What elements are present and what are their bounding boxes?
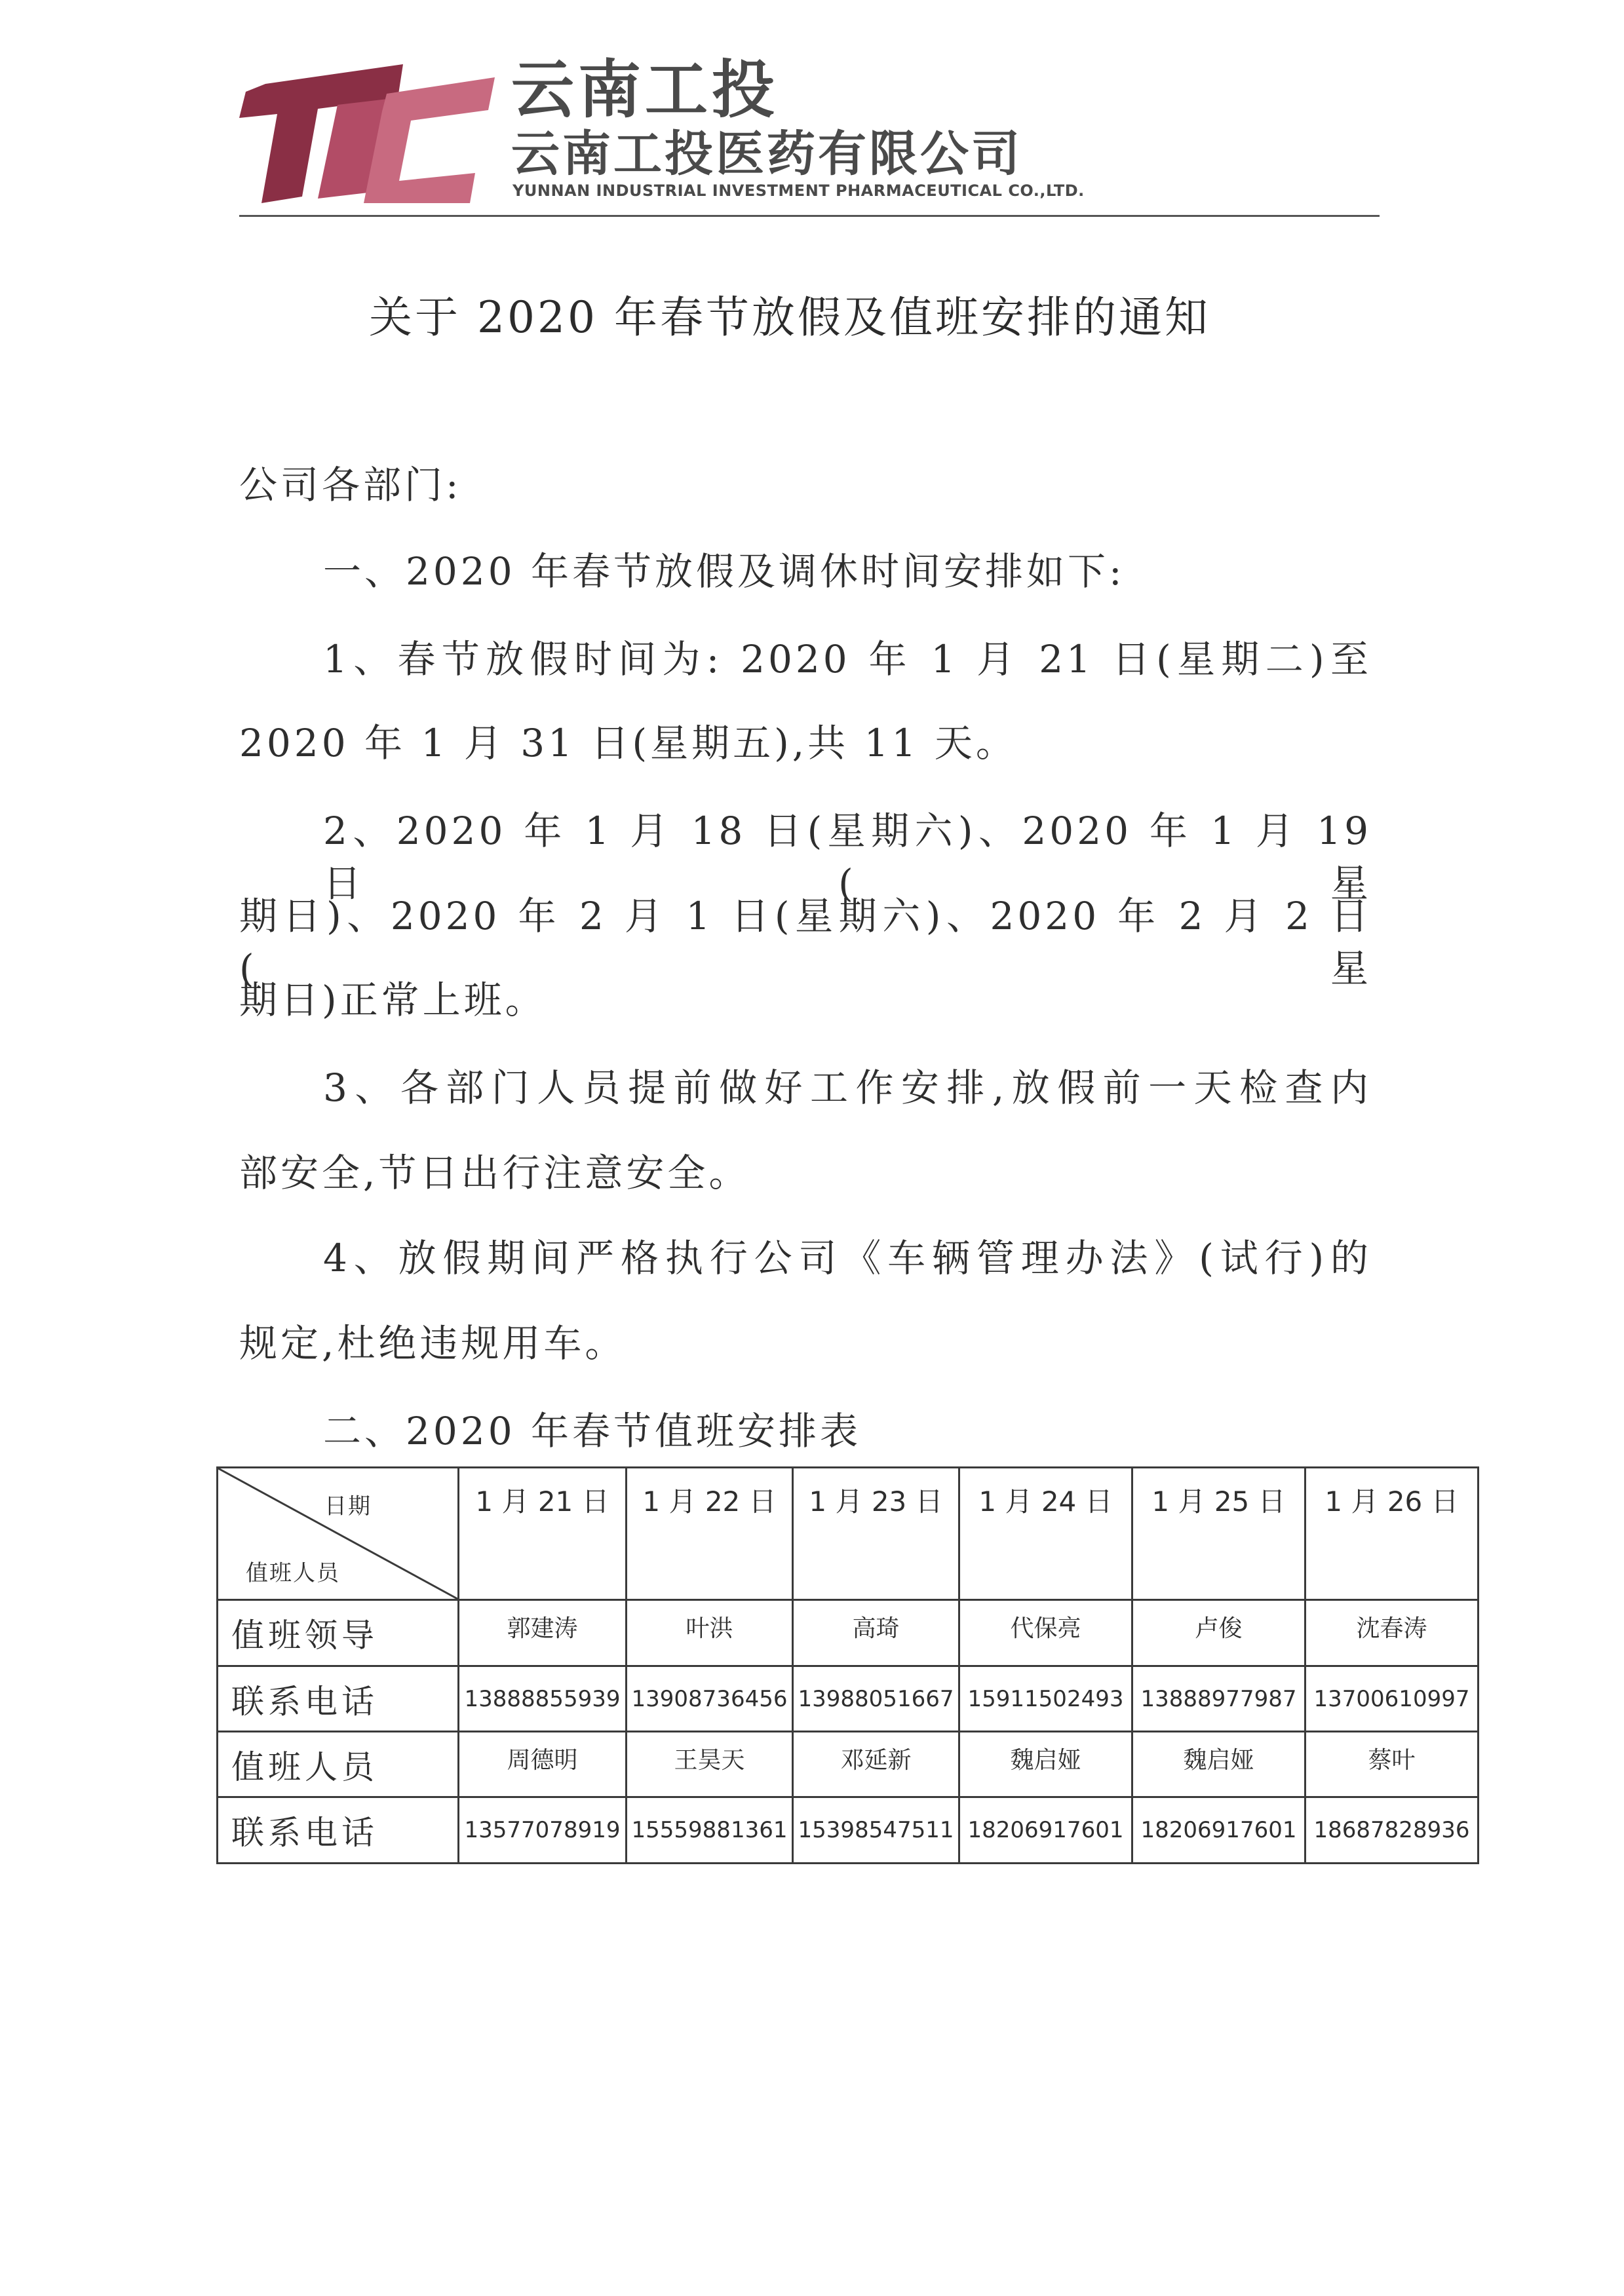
row-label-duty-leader: 值班领导 xyxy=(218,1600,459,1666)
duty-leader-name: 叶洪 xyxy=(627,1600,793,1666)
leader-phone: 15911502493 xyxy=(959,1666,1132,1732)
salutation: 公司各部门: xyxy=(239,463,462,507)
table-header-row xyxy=(218,1468,1479,1600)
corner-label-date: 日期 xyxy=(324,1493,372,1520)
table-row xyxy=(218,1666,1479,1732)
duty-staff-name: 魏启娅 xyxy=(959,1732,1132,1797)
item3-line2: 部安全,节日出行注意安全。 xyxy=(239,1151,750,1195)
duty-staff-name: 周德明 xyxy=(459,1732,627,1797)
item4-line1: 4、放假期间严格执行公司《车辆管理办法》(试行)的 xyxy=(323,1236,1372,1280)
row-label-duty-staff: 值班人员 xyxy=(218,1732,459,1797)
row-label-staff-phone: 联系电话 xyxy=(218,1797,459,1864)
duty-schedule-table xyxy=(216,1466,1479,1864)
leader-phone: 13988051667 xyxy=(793,1666,959,1732)
duty-staff-name: 邓延新 xyxy=(793,1732,959,1797)
date-header: 1 月 21 日 xyxy=(459,1468,627,1600)
table-row xyxy=(218,1797,1479,1864)
company-full-name: 云南工投医药有限公司 xyxy=(511,126,1022,182)
date-header: 1 月 26 日 xyxy=(1305,1468,1479,1600)
date-header: 1 月 25 日 xyxy=(1132,1468,1305,1600)
header-divider xyxy=(239,215,1380,217)
item2-line2: 期日)、2020 年 2 月 1 日(星期六)、2020 年 2 月 2 日(星 xyxy=(239,894,1372,991)
duty-leader-name: 卢俊 xyxy=(1132,1600,1305,1666)
leader-phone: 13888977987 xyxy=(1132,1666,1305,1732)
date-header: 1 月 24 日 xyxy=(959,1468,1132,1600)
date-header: 1 月 22 日 xyxy=(627,1468,793,1600)
item2-line3: 期日)正常上班。 xyxy=(239,978,547,1022)
staff-phone: 15559881361 xyxy=(627,1797,793,1864)
leader-phone: 13888855939 xyxy=(459,1666,627,1732)
staff-phone: 18206917601 xyxy=(959,1797,1132,1864)
staff-phone: 13577078919 xyxy=(459,1797,627,1864)
item1-line2: 2020 年 1 月 31 日(星期五),共 11 天。 xyxy=(239,721,1017,765)
company-logo-icon xyxy=(239,58,495,205)
staff-phone: 18687828936 xyxy=(1305,1797,1479,1864)
item3-line1: 3、各部门人员提前做好工作安排,放假前一天检查内 xyxy=(323,1065,1372,1110)
duty-leader-name: 沈春涛 xyxy=(1305,1600,1479,1666)
staff-phone: 18206917601 xyxy=(1132,1797,1305,1864)
table-row xyxy=(218,1732,1479,1797)
document-title: 关于 2020 年春节放假及值班安排的通知 xyxy=(369,292,1210,343)
duty-staff-name: 魏启娅 xyxy=(1132,1732,1305,1797)
table-row xyxy=(218,1600,1479,1666)
diagonal-header-cell xyxy=(218,1468,459,1600)
staff-phone: 15398547511 xyxy=(793,1797,959,1864)
section1-heading: 一、2020 年春节放假及调休时间安排如下: xyxy=(323,549,1125,594)
date-header: 1 月 23 日 xyxy=(793,1468,959,1600)
leader-phone: 13908736456 xyxy=(627,1666,793,1732)
duty-leader-name: 郭建涛 xyxy=(459,1600,627,1666)
section2-heading: 二、2020 年春节值班安排表 xyxy=(323,1409,862,1453)
duty-leader-name: 代保亮 xyxy=(959,1600,1132,1666)
company-english-name: YUNNAN INDUSTRIAL INVESTMENT PHARMACEUTICAL CO.,LTD. xyxy=(512,182,1085,200)
duty-leader-name: 高琦 xyxy=(793,1600,959,1666)
item1-line1: 1、春节放假时间为: 2020 年 1 月 21 日(星期二)至 xyxy=(323,637,1372,681)
duty-staff-name: 蔡叶 xyxy=(1305,1732,1479,1797)
row-label-leader-phone: 联系电话 xyxy=(218,1666,459,1732)
duty-staff-name: 王昊天 xyxy=(627,1732,793,1797)
leader-phone: 13700610997 xyxy=(1305,1666,1479,1732)
corner-label-staff: 值班人员 xyxy=(246,1560,340,1586)
item4-line2: 规定,杜绝违规用车。 xyxy=(239,1321,627,1366)
company-short-name: 云南工投 xyxy=(511,53,779,126)
item2-line1: 2、2020 年 1 月 18 日(星期六)、2020 年 1 月 19 日(星 xyxy=(323,809,1372,906)
